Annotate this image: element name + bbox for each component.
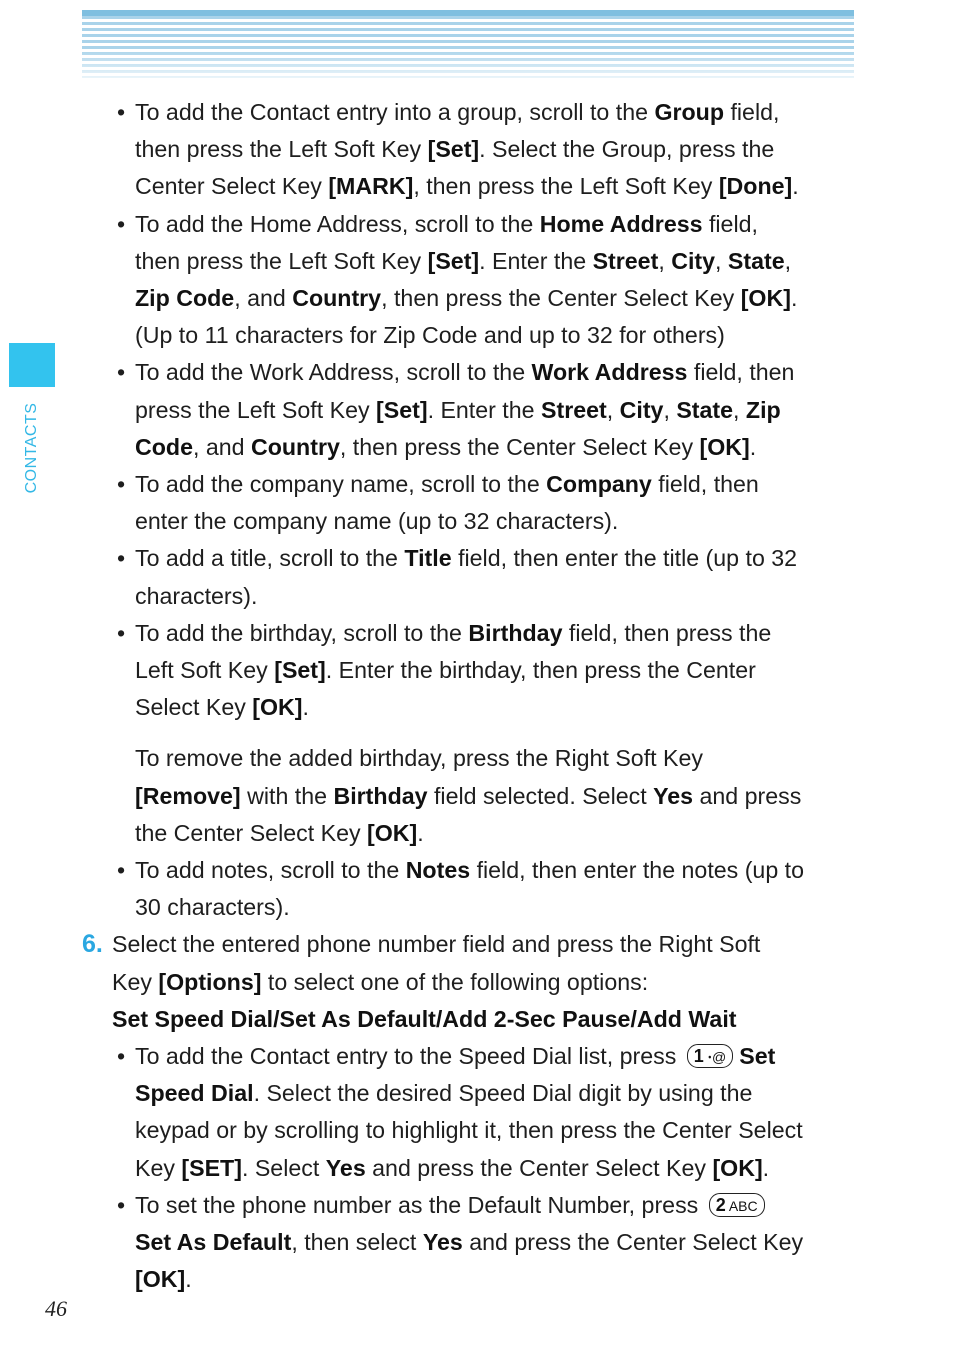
text-run: . [790,285,798,311]
bold-term: [OK] [699,433,750,460]
bold-term: [OK] [367,819,418,846]
text-line [135,1112,803,1149]
text-run: (Up to 11 characters for Zip Code and up to 32 for others) [135,322,725,349]
bold-term: [Done] [718,173,793,200]
bullet-mark: • [117,210,126,237]
text-run: To add the Contact entry to the Speed Dial list, press [135,1043,683,1069]
text-run: , [733,396,746,423]
text-line [135,615,771,652]
text-line [112,964,648,1001]
text-run: To add the company name, scroll to the [135,471,547,497]
text-run: Key [135,1154,182,1181]
text-run: and press [693,782,802,809]
text-run: . [185,1266,192,1293]
text-run: Left Soft Key [135,657,275,683]
text-run: press the Left Soft Key [135,396,377,423]
text-run: , then select [291,1229,423,1255]
bold-term: [Set] [274,657,326,683]
text-run: , then press the Left Soft Key [413,173,719,200]
text-run: Center Select Key [135,173,329,200]
bold-term: Yes [325,1154,366,1181]
text-run: To add the Work Address, scroll to the [135,359,532,386]
bold-term: State [676,396,734,423]
text-run: field, then [687,359,795,386]
text-run: then press the Left Soft Key [135,247,428,274]
bold-term: [OK] [740,285,791,311]
page-number: 46 [45,1296,67,1321]
text-line [135,317,725,354]
bold-term: [Set] [427,136,480,163]
bold-term: Code [135,433,193,460]
bullet-mark: • [117,471,126,497]
text-line [135,540,797,577]
bold-term: Birthday [333,782,428,809]
text-run: , and [192,433,251,460]
text-run: , [663,396,677,423]
text-line [135,1038,775,1075]
bold-term: Set [739,1043,776,1069]
bold-term: Set As Default [135,1229,292,1255]
bold-term: [SET] [181,1154,242,1181]
text-line [135,94,779,131]
text-run: and press the Center Select Key [462,1229,804,1255]
text-run: . Select [241,1154,326,1181]
bold-term: [Options] [158,968,262,995]
text-run: Select Key [135,694,253,721]
text-run: . [417,819,424,846]
text-line [135,466,759,503]
text-run: . Select the desired Speed Dial digit by using the [253,1080,753,1107]
text-run: To remove the added birthday, press the Right Soft Key [135,745,703,772]
text-run: To add the Contact entry into a group, scroll to the [135,99,655,125]
text-line [135,429,756,466]
text-run: field selected. Select [427,782,654,809]
text-run: , [784,247,792,274]
text-line [135,168,799,205]
text-line [135,1224,803,1261]
text-run: characters). [135,582,258,609]
text-line [135,778,801,815]
text-run: To add the Home Address, scroll to the [135,210,540,237]
bold-term: [OK] [252,694,303,721]
text-run: . [792,173,799,200]
text-line [135,1150,769,1187]
text-line [135,280,797,317]
text-run: To add the birthday, scroll to the [135,619,469,646]
key-digit: 1 [693,1045,704,1066]
bullet-mark: • [117,359,126,386]
text-line [135,1187,771,1224]
bold-term: Yes [422,1229,463,1255]
bold-term: Street [592,247,659,274]
text-line [135,652,756,689]
bold-term: Title [404,545,452,572]
bold-term: Set Speed Dial/Set As Default/Add 2-Sec Pause/Add Wait [112,1005,737,1032]
text-run: To add a title, scroll to the [135,545,405,572]
section-tab [9,343,55,387]
text-line [135,354,794,391]
text-run: , then press the Center Select Key [381,285,741,311]
text-run: and press the Center Select Key [365,1154,713,1181]
bullet-mark: • [117,545,126,572]
text-run: field, then enter the title (up to 32 [451,545,798,572]
text-line [135,131,774,168]
text-run: , [606,396,620,423]
text-run: the Center Select Key [135,819,367,846]
header-banner [82,10,854,78]
text-run: To set the phone number as the Default Number, press [135,1191,705,1218]
bold-term: [OK] [712,1154,763,1181]
bold-term: Group [654,99,725,125]
bold-term: City [619,396,664,423]
text-run: . Enter the birthday, then press the Center [325,657,756,683]
bold-term: Yes [653,782,694,809]
bullet-mark: • [117,857,126,883]
bold-term: Street [541,396,607,423]
text-line [112,926,760,963]
bold-term: State [727,247,785,274]
text-line [135,852,804,889]
text-run: field, [724,99,780,125]
bold-term: Birthday [468,619,563,646]
text-run: then press the Left Soft Key [135,136,428,163]
text-line [135,243,791,280]
bold-term: [Set] [427,247,480,274]
text-run: . [762,1154,770,1181]
text-line [135,392,781,429]
bullet-mark: • [117,1191,126,1218]
bold-term: [MARK] [328,173,414,200]
text-run: keypad or by scrolling to highlight it, then press the Center Select [135,1117,803,1144]
bold-term: Country [250,433,340,460]
keypad-2-icon [709,1193,765,1217]
text-run: . [749,433,757,460]
text-run: . Enter the [427,396,541,423]
text-run: enter the company name (up to 32 characters). [135,508,619,535]
text-run: To add notes, scroll to the [135,857,406,883]
text-run: , and [234,285,293,311]
bold-term: Speed Dial [135,1080,254,1107]
key-letters: ꞏ@ [703,1048,727,1065]
bold-term: Notes [405,857,471,883]
text-run: . [302,694,309,721]
bold-term: Home Address [539,210,703,237]
text-run: . Select the Group, press the [479,136,775,163]
bold-term: Country [292,285,382,311]
text-run: Key [112,968,159,995]
text-line [135,1261,192,1298]
text-run: field, then enter the notes (up to [470,857,804,883]
text-run: 30 characters). [135,894,290,921]
text-run: field, then [651,471,759,497]
bold-term: [Set] [376,396,428,423]
bold-term: [OK] [135,1266,186,1293]
text-line [135,815,424,852]
bullet-mark: • [117,1043,126,1069]
text-line [135,206,758,243]
text-line [135,503,618,540]
step-number: 6. [82,930,103,959]
keypad-1-icon [687,1044,733,1068]
bullet-mark: • [117,619,126,646]
bold-term: City [671,247,716,274]
text-run: field, then press the [562,619,772,646]
bold-term: Work Address [531,359,688,386]
key-digit: 2 [715,1194,726,1215]
text-line [135,889,290,926]
text-line [112,1001,737,1038]
bullet-mark: • [117,99,126,125]
text-run: , then press the Center Select Key [339,433,700,460]
bold-term: Zip Code [135,285,235,311]
text-run: field, [702,210,758,237]
text-run: to select one of the following options: [261,968,649,995]
text-line [135,689,309,726]
text-line [135,740,703,777]
text-line [135,1075,752,1112]
text-run: , [658,247,672,274]
text-run: with the [240,782,334,809]
bold-term: [Remove] [135,782,241,809]
bold-term: Zip [745,396,781,423]
key-letters: ABC [725,1197,758,1214]
section-label: CONTACTS [23,402,40,494]
bold-term: Company [546,471,652,497]
text-run: . Enter the [479,247,593,274]
text-run: , [715,247,728,274]
text-line [135,578,257,615]
text-run: Select the entered phone number field and press the Right Soft [112,931,761,958]
